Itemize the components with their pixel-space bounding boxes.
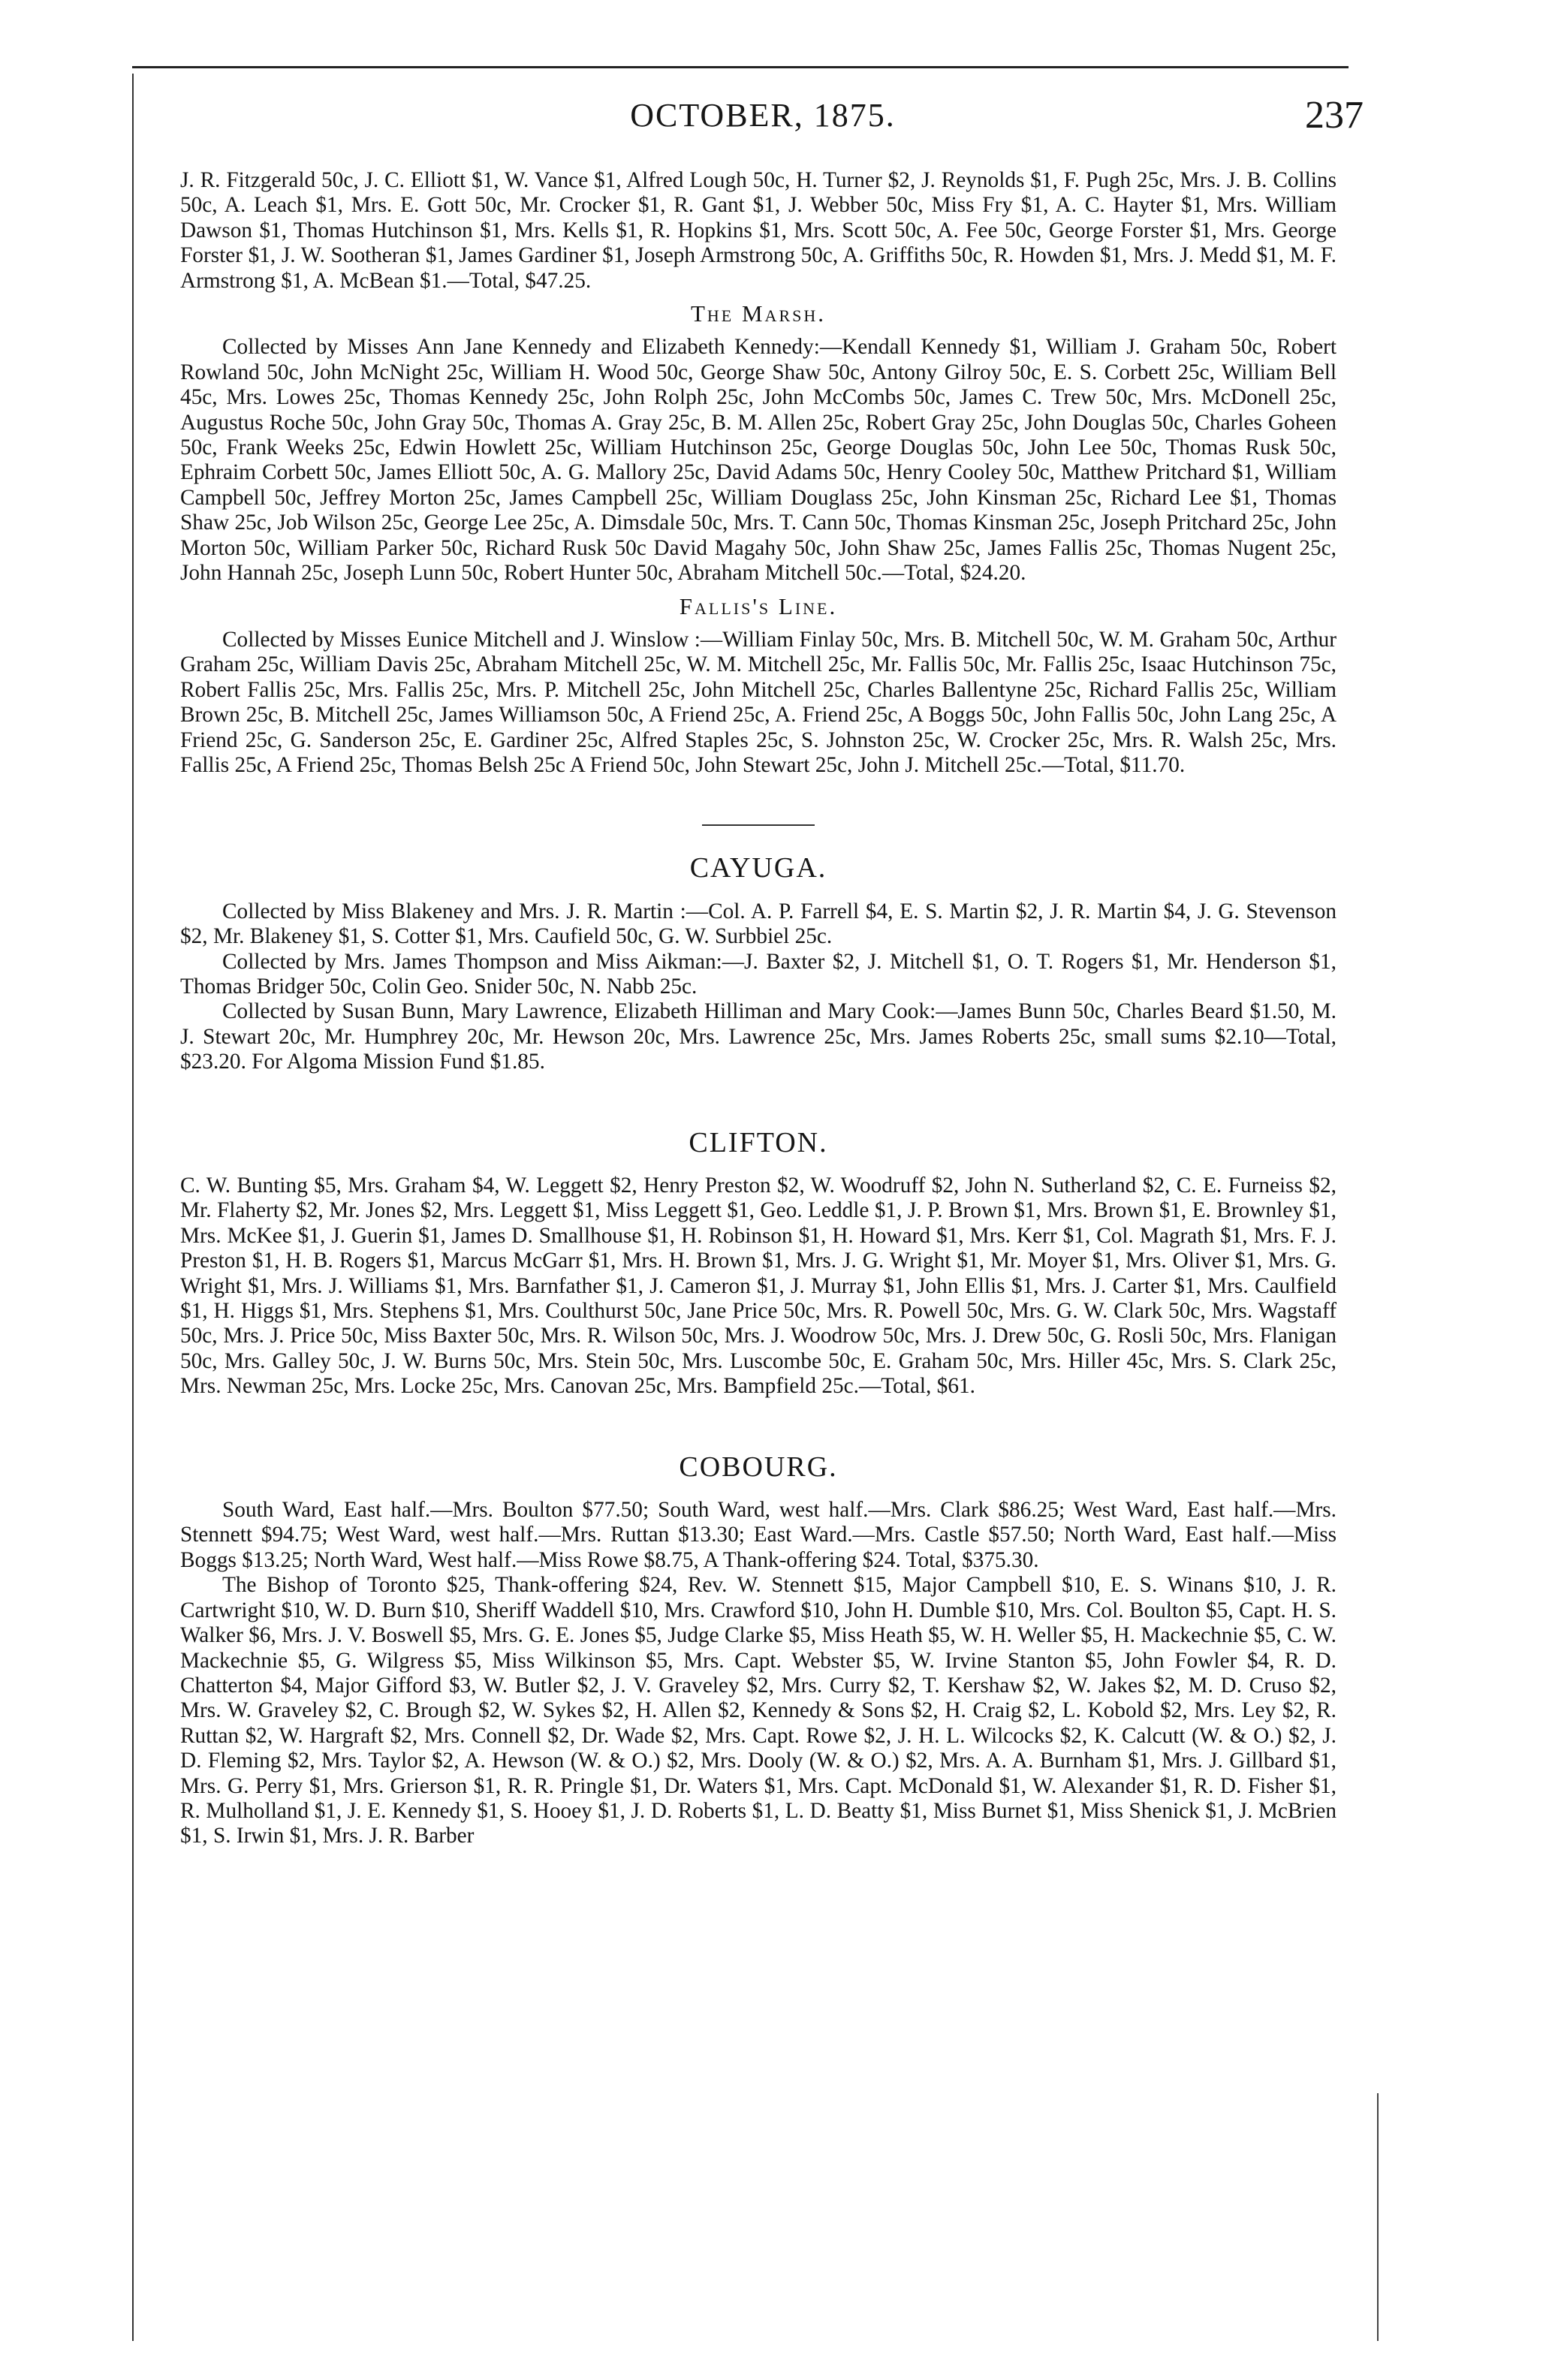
- cobourg-paragraph: South Ward, East half.—Mrs. Boulton $77.50; South Ward, west half.—Mrs. Clark $86.25; West Ward, East half.—Mrs. Stennett $94.75; West Ward, west half.—Mrs. Ruttan $13.30; East Ward.—Mrs. Castle $57.50; North Ward, East half.—Miss Boggs $13.25; North Ward, West half.—Miss Rowe $8.75, A Thank-offering $24. Total, $375.30.: [180, 1498, 1337, 1572]
- section-gap: [180, 1075, 1337, 1131]
- cobourg-heading: COBOURG.: [679, 1451, 838, 1483]
- section-separator: [702, 824, 815, 826]
- page-header: [162, 96, 1364, 156]
- cayuga-paragraph: Collected by Miss Blakeney and Mrs. J. R. Martin :—Col. A. P. Farrell $4, E. S. Martin $2, J. R. Martin $4, J. G. Stevenson $2, Mr. Blakeney $1, S. Cotter $1, Mrs. Caufield 50c, G. W. Surbbiel 25c.: [180, 899, 1337, 949]
- the-marsh-paragraph: Collected by Misses Ann Jane Kennedy and Elizabeth Kennedy:—Kendall Kennedy $1, William J. Graham 50c, Robert Rowland 50c, John McNight 25c, William H. Wood 50c, George Shaw 50c, Antony Gilroy 50c, E. S. Corbett 25c, William Bell 45c, Mrs. Lowes 25c, Thomas Kennedy 25c, John Rolph 25c, John McCombs 50c, James C. Trew 50c, Mrs. McDonell 25c, Augustus Roche 50c, John Gray 50c, Thomas A. Gray 25c, B. M. Allen 25c, Robert Gray 25c, John Douglas 50c, Charles Goheen 50c, Frank Weeks 25c, Edwin Howlett 25c, William Hutchinson 25c, George Douglas 50c, John Lee 50c, Thomas Rusk 50c, Ephraim Corbett 50c, James Elliott 50c, A. G. Mallory 25c, David Adams 50c, Henry Cooley 50c, Matthew Pritchard $1, William Campbell 50c, Jeffrey Morton 25c, James Campbell 25c, William Douglass 25c, John Kinsman 25c, Richard Lee $1, Thomas Shaw 25c, Job Wilson 25c, George Lee 25c, A. Dimsdale 50c, Mrs. T. Cann 50c, Thomas Kinsman 25c, Joseph Pritchard 25c, John Morton 50c, William Parker 50c, Richard Rusk 50c David Magahy 50c, John Shaw 25c, James Fallis 25c, Thomas Nugent 25c, John Hannah 25c, Joseph Lunn 50c, Robert Hunter 50c, Abraham Mitchell 50c.—Total, $24.20.: [180, 335, 1337, 586]
- clifton-heading: CLIFTON.: [689, 1126, 828, 1158]
- left-margin-rule: [132, 74, 134, 2341]
- running-head: OCTOBER, 1875.: [630, 97, 896, 134]
- fallis-line-heading: Fallis's Line.: [679, 592, 838, 619]
- cayuga-paragraph: Collected by Mrs. James Thompson and Miss Aikman:—J. Baxter $2, J. Mitchell $1, O. T. Rogers $1, Mr. Henderson $1, Thomas Bridger 50c, Colin Geo. Snider 50c, N. Nabb 25c.: [180, 949, 1337, 999]
- clifton-paragraph: C. W. Bunting $5, Mrs. Graham $4, W. Leggett $2, Henry Preston $2, W. Woodruff $2, John N. Sutherland $2, C. E. Furneiss $2, Mr. Flaherty $2, Mr. Jones $2, Mrs. Leggett $1, Miss Leggett $1, Geo. Leddle $1, J. P. Brown $1, Mrs. Brown $1, E. Brownley $1, Mrs. McKee $1, J. Guerin $1, James D. Smallhouse $1, H. Robinson $1, H. Howard $1, Mrs. Kerr $1, Col. Magrath $1, Mrs. F. J. Preston $1, H. B. Rogers $1, Marcus McGarr $1, Mrs. H. Brown $1, Mrs. J. G. Wright $1, Mr. Moyer $1, Mrs. Oliver $1, Mrs. G. Wright $1, Mrs. J. Williams $1, Mrs. Barnfather $1, J. Cameron $1, J. Murray $1, John Ellis $1, Mrs. J. Carter $1, Mrs. Caulfield $1, H. Higgs $1, Mrs. Stephens $1, Mrs. Coulthurst 50c, Jane Price 50c, Mrs. R. Powell 50c, Mrs. G. W. Clark 50c, Mrs. Wagstaff 50c, Mrs. J. Price 50c, Miss Baxter 50c, Mrs. R. Wilson 50c, Mrs. J. Woodrow 50c, Mrs. J. Drew 50c, G. Rosli 50c, Mrs. Flanigan 50c, Mrs. Galley 50c, J. W. Burns 50c, Mrs. Stein 50c, Mrs. Luscombe 50c, E. Graham 50c, Mrs. Hiller 45c, Mrs. S. Clark 25c, Mrs. Newman 25c, Mrs. Locke 25c, Mrs. Canovan 25c, Mrs. Bampfield 25c.—Total, $61.: [180, 1173, 1337, 1399]
- section-gap: [180, 1399, 1337, 1455]
- top-rule: [132, 66, 1349, 68]
- page-number: 237: [1305, 94, 1364, 137]
- intro-paragraph: J. R. Fitzgerald 50c, J. C. Elliott $1, W. Vance $1, Alfred Lough 50c, H. Turner $2, J. Reynolds $1, F. Pugh 25c, Mrs. J. B. Collins 50c, A. Leach $1, Mrs. E. Gott 50c, Mr. Crocker $1, R. Gant $1, J. Webber 50c, Miss Fry $1, A. C. Hayter $1, Mrs. William Dawson $1, Thomas Hutchinson $1, Mrs. Kells $1, R. Hopkins $1, Mrs. Scott 50c, A. Fee 50c, George Forster $1, Mrs. George Forster $1, J. W. Sootheran $1, James Gardiner $1, Joseph Armstrong 50c, A. Griffiths 50c, R. Howden $1, Mrs. J. Medd $1, M. F. Armstrong $1, A. McBean $1.—Total, $47.25.: [180, 168, 1337, 293]
- cobourg-paragraph: The Bishop of Toronto $25, Thank-offering $24, Rev. W. Stennett $15, Major Campbell $10, E. S. Winans $10, J. R. Cartwright $10, W. D. Burn $10, Sheriff Waddell $10, Mrs. Crawford $10, John H. Dumble $10, Mrs. Col. Boulton $5, Capt. H. S. Walker $6, Mrs. J. V. Boswell $5, Mrs. G. E. Jones $5, Judge Clarke $5, Miss Heath $5, W. H. Weller $5, H. Mackechnie $5, C. W. Mackechnie $5, G. Wilgress $5, Miss Wilkinson $5, Mrs. Capt. Webster $5, W. Irvine Stanton $5, John Fowler $4, R. D. Chatterton $4, Major Gifford $3, W. Butler $2, J. V. Graveley $2, Mrs. Curry $2, T. Kershaw $2, W. Jakes $2, M. D. Cruso $2, Mrs. W. Graveley $2, C. Brough $2, W. Sykes $2, H. Allen $2, Kennedy & Sons $2, H. Craig $2, L. Kobold $2, Mrs. Ley $2, R. Ruttan $2, W. Hargraft $2, Mrs. Connell $2, Dr. Wade $2, Mrs. Capt. Rowe $2, J. H. L. Wilcocks $2, K. Calcutt (W. & O.) $2, J. D. Fleming $2, Mrs. Taylor $2, A. Hewson (W. & O.) $2, Mrs. Dooly (W. & O.) $2, Mrs. A. A. Burnham $1, Mrs. J. Gillbard $1, Mrs. G. Perry $1, Mrs. Grierson $1, R. R. Pringle $1, Dr. Waters $1, Mrs. Capt. McDonald $1, W. Alexander $1, R. D. Fisher $1, R. Mulholland $1, J. E. Kennedy $1, S. Hooey $1, J. D. Roberts $1, L. D. Beatty $1, Miss Burnet $1, Miss Shenick $1, J. McBrien $1, S. Irwin $1, Mrs. J. R. Barber: [180, 1573, 1337, 1848]
- fallis-line-paragraph: Collected by Misses Eunice Mitchell and J. Winslow :—William Finlay 50c, Mrs. B. Mitchell 50c, W. M. Graham 50c, Arthur Graham 25c, William Davis 25c, Abraham Mitchell 25c, W. M. Mitchell 25c, Mr. Fallis 50c, Mr. Fallis 25c, Isaac Hutchinson 75c, Robert Fallis 25c, Mrs. Fallis 25c, Mrs. P. Mitchell 25c, John Mitchell 25c, Charles Ballentyne 25c, Richard Fallis 25c, William Brown 25c, B. Mitchell 25c, James Williamson 50c, A Friend 25c, A. Friend 25c, A Boggs 50c, John Fallis 50c, John Lang 25c, A Friend 25c, G. Sanderson 25c, E. Gardiner 25c, Alfred Staples 25c, S. Johnston 25c, W. Crocker 25c, Mrs. R. Walsh 25c, Mrs. Fallis 25c, A Friend 25c, Thomas Belsh 25c A Friend 50c, John Stewart 25c, John J. Mitchell 25c.—Total, $11.70.: [180, 627, 1337, 777]
- cayuga-heading: CAYUGA.: [689, 852, 827, 884]
- page-content: [180, 168, 1337, 1849]
- right-margin-rule: [1377, 2093, 1379, 2341]
- cayuga-paragraph: Collected by Susan Bunn, Mary Lawrence, Elizabeth Hilliman and Mary Cook:—James Bunn 50c, Charles Beard $1.50, M. J. Stewart 20c, Mr. Humphrey 20c, Mr. Hewson 20c, Mrs. Lawrence 25c, Mrs. James Roberts 25c, small sums $2.10—Total, $23.20. For Algoma Mission Fund $1.85.: [180, 999, 1337, 1074]
- the-marsh-heading: The Marsh.: [690, 300, 826, 327]
